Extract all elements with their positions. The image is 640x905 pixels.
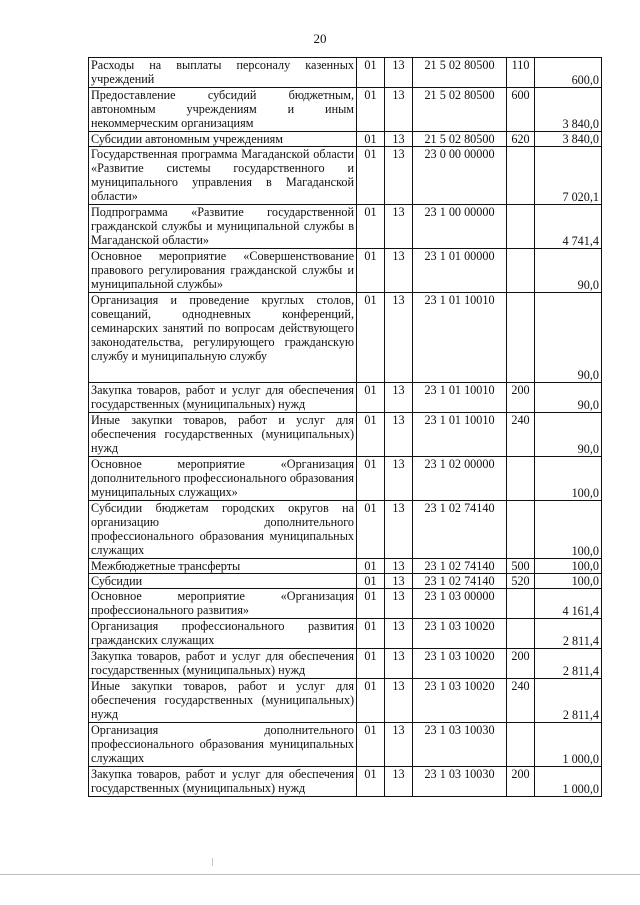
row-amount: 100,0 [535, 501, 602, 559]
row-expense-type [507, 293, 535, 383]
row-amount: 600,0 [535, 58, 602, 88]
row-subsection: 13 [385, 501, 413, 559]
row-target-article: 23 1 03 10030 [413, 767, 507, 797]
row-target-article: 23 1 01 10010 [413, 293, 507, 383]
row-subsection: 13 [385, 413, 413, 457]
table-row [89, 383, 602, 413]
table-row [89, 293, 602, 383]
row-amount: 90,0 [535, 249, 602, 293]
row-subsection: 13 [385, 88, 413, 132]
row-section: 01 [357, 132, 385, 147]
row-name: Основное мероприятие «Организация дополнительного профессионального образования муниципальных служащих» [89, 457, 357, 501]
row-section: 01 [357, 147, 385, 205]
row-subsection: 13 [385, 679, 413, 723]
row-amount: 100,0 [535, 457, 602, 501]
row-expense-type: 620 [507, 132, 535, 147]
row-expense-type: 240 [507, 679, 535, 723]
row-section: 01 [357, 619, 385, 649]
row-subsection: 13 [385, 649, 413, 679]
row-amount: 2 811,4 [535, 619, 602, 649]
row-target-article: 23 1 03 10020 [413, 619, 507, 649]
row-name: Основное мероприятие «Организация профессионального развития» [89, 589, 357, 619]
table-row [89, 147, 602, 205]
table-row [89, 723, 602, 767]
row-subsection: 13 [385, 293, 413, 383]
row-target-article: 23 1 03 00000 [413, 589, 507, 619]
row-expense-type: 240 [507, 413, 535, 457]
page-number: 20 [313, 31, 327, 46]
page-edge-line [0, 874, 640, 875]
table-row [89, 132, 602, 147]
row-target-article: 23 1 03 10030 [413, 723, 507, 767]
row-name: Субсидии [89, 574, 357, 589]
row-name: Основное мероприятие «Совершенствование правового регулирования гражданской службы и муниципальной службы» [89, 249, 357, 293]
row-amount: 1 000,0 [535, 723, 602, 767]
row-name: Государственная программа Магаданской области «Развитие системы государственного и муниципального управления в Магаданской области» [89, 147, 357, 205]
row-name: Субсидии бюджетам городских округов на организацию дополнительного профессионального образования муниципальных служащих [89, 501, 357, 559]
row-name: Закупка товаров, работ и услуг для обеспечения государственных (муниципальных) нужд [89, 649, 357, 679]
row-section: 01 [357, 574, 385, 589]
row-section: 01 [357, 205, 385, 249]
row-subsection: 13 [385, 205, 413, 249]
table-row [89, 249, 602, 293]
row-subsection: 13 [385, 589, 413, 619]
row-amount: 100,0 [535, 574, 602, 589]
row-section: 01 [357, 649, 385, 679]
row-section: 01 [357, 58, 385, 88]
row-subsection: 13 [385, 132, 413, 147]
table-row [89, 574, 602, 589]
row-amount: 90,0 [535, 413, 602, 457]
table-row [89, 767, 602, 797]
row-subsection: 13 [385, 383, 413, 413]
row-target-article: 23 1 03 10020 [413, 649, 507, 679]
row-section: 01 [357, 559, 385, 574]
row-target-article: 23 1 02 74140 [413, 501, 507, 559]
scan-mark [212, 858, 213, 866]
row-name: Подпрограмма «Развитие государственной гражданской службы и муниципальной службы в Магаданской области» [89, 205, 357, 249]
row-section: 01 [357, 413, 385, 457]
row-expense-type: 520 [507, 574, 535, 589]
table-row [89, 679, 602, 723]
row-subsection: 13 [385, 559, 413, 574]
row-target-article: 21 5 02 80500 [413, 132, 507, 147]
table-row [89, 501, 602, 559]
row-expense-type [507, 205, 535, 249]
row-subsection: 13 [385, 457, 413, 501]
row-expense-type [507, 589, 535, 619]
row-expense-type: 200 [507, 383, 535, 413]
row-target-article: 23 0 00 00000 [413, 147, 507, 205]
row-target-article: 21 5 02 80500 [413, 58, 507, 88]
row-expense-type [507, 457, 535, 501]
row-amount: 2 811,4 [535, 679, 602, 723]
row-amount: 4 741,4 [535, 205, 602, 249]
table-row [89, 58, 602, 88]
row-subsection: 13 [385, 574, 413, 589]
row-section: 01 [357, 457, 385, 501]
row-name: Иные закупки товаров, работ и услуг для обеспечения государственных (муниципальных) нужд [89, 413, 357, 457]
row-expense-type: 500 [507, 559, 535, 574]
table-row [89, 413, 602, 457]
row-expense-type [507, 147, 535, 205]
row-amount: 100,0 [535, 559, 602, 574]
row-subsection: 13 [385, 147, 413, 205]
row-subsection: 13 [385, 619, 413, 649]
row-expense-type [507, 723, 535, 767]
row-target-article: 23 1 02 74140 [413, 559, 507, 574]
row-amount: 1 000,0 [535, 767, 602, 797]
row-expense-type [507, 249, 535, 293]
row-target-article: 23 1 00 00000 [413, 205, 507, 249]
row-section: 01 [357, 679, 385, 723]
row-expense-type: 110 [507, 58, 535, 88]
row-name: Субсидии автономным учреждениям [89, 132, 357, 147]
row-subsection: 13 [385, 58, 413, 88]
row-name: Иные закупки товаров, работ и услуг для обеспечения государственных (муниципальных) нужд [89, 679, 357, 723]
row-target-article: 23 1 02 74140 [413, 574, 507, 589]
row-expense-type: 600 [507, 88, 535, 132]
row-section: 01 [357, 249, 385, 293]
row-subsection: 13 [385, 767, 413, 797]
row-name: Организация и проведение круглых столов, совещаний, однодневных конференций, семинарских занятий по вопросам действующего законодательства, регулирующего гражданскую службу и муниципальную службу [89, 293, 357, 383]
row-section: 01 [357, 501, 385, 559]
row-target-article: 23 1 01 10010 [413, 413, 507, 457]
table-row [89, 589, 602, 619]
row-target-article: 23 1 03 10020 [413, 679, 507, 723]
row-target-article: 23 1 02 00000 [413, 457, 507, 501]
row-expense-type [507, 501, 535, 559]
row-section: 01 [357, 88, 385, 132]
row-section: 01 [357, 293, 385, 383]
row-amount: 4 161,4 [535, 589, 602, 619]
row-name: Организация дополнительного профессионального образования муниципальных служащих [89, 723, 357, 767]
table-row [89, 559, 602, 574]
row-name: Расходы на выплаты персоналу казенных учреждений [89, 58, 357, 88]
row-amount: 90,0 [535, 383, 602, 413]
row-subsection: 13 [385, 249, 413, 293]
table-row [89, 205, 602, 249]
row-name: Межбюджетные трансферты [89, 559, 357, 574]
row-subsection: 13 [385, 723, 413, 767]
row-name: Закупка товаров, работ и услуг для обеспечения государственных (муниципальных) нужд [89, 767, 357, 797]
row-amount: 3 840,0 [535, 88, 602, 132]
row-name: Закупка товаров, работ и услуг для обеспечения государственных (муниципальных) нужд [89, 383, 357, 413]
budget-table [88, 57, 602, 797]
row-section: 01 [357, 723, 385, 767]
row-target-article: 23 1 01 00000 [413, 249, 507, 293]
row-expense-type [507, 619, 535, 649]
row-expense-type: 200 [507, 767, 535, 797]
row-name: Организация профессионального развития гражданских служащих [89, 619, 357, 649]
row-target-article: 23 1 01 10010 [413, 383, 507, 413]
table-row [89, 649, 602, 679]
row-section: 01 [357, 589, 385, 619]
table-row [89, 88, 602, 132]
row-expense-type: 200 [507, 649, 535, 679]
row-amount: 7 020,1 [535, 147, 602, 205]
row-amount: 3 840,0 [535, 132, 602, 147]
table-row [89, 457, 602, 501]
row-section: 01 [357, 767, 385, 797]
row-target-article: 21 5 02 80500 [413, 88, 507, 132]
row-amount: 2 811,4 [535, 649, 602, 679]
table-row [89, 619, 602, 649]
row-section: 01 [357, 383, 385, 413]
row-name: Предоставление субсидий бюджетным, автономным учреждениям и иным некоммерческим организациям [89, 88, 357, 132]
row-amount: 90,0 [535, 293, 602, 383]
